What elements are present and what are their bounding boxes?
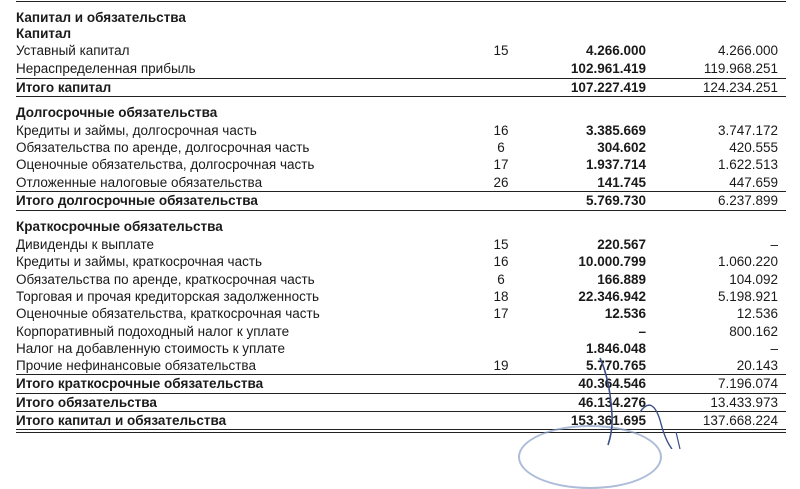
row-previous: 1.060.220 <box>717 254 778 269</box>
row-note: 16 <box>493 123 509 138</box>
row-label: Кредиты и займы, краткосрочная часть <box>16 254 263 269</box>
total-label: Итого краткосрочные обязательства <box>16 376 264 391</box>
section-title: Капитал и обязательства <box>16 10 186 25</box>
row-label: Корпоративный подоходный налог к уплате <box>16 324 290 339</box>
row-note: 19 <box>493 358 509 373</box>
total-previous: 13.433.973 <box>710 395 778 410</box>
row-note: 16 <box>493 254 509 269</box>
row-previous: 119.968.251 <box>703 61 778 76</box>
row-previous: 104.092 <box>729 272 778 287</box>
total-previous: 124.234.251 <box>702 80 778 95</box>
total-current: 46.134.276 <box>578 395 646 410</box>
row-label: Оценочные обязательства, краткосрочная часть <box>16 306 320 321</box>
row-current: 102.961.419 <box>570 61 646 76</box>
row-current: 12.536 <box>604 306 646 321</box>
total-previous: 6.237.899 <box>717 193 778 208</box>
row-label: Дивиденды к выплате <box>16 237 155 252</box>
row-note: 6 <box>497 272 505 287</box>
short-term-title: Краткосрочные обязательства <box>16 219 223 234</box>
row-label: Торговая и прочая кредиторская задолженность <box>16 289 320 304</box>
row-previous: – <box>770 341 778 356</box>
row-previous: 12.536 <box>736 306 778 321</box>
long-term-title: Долгосрочные обязательства <box>16 105 218 120</box>
row-current: 1.937.714 <box>585 157 646 172</box>
row-note: 17 <box>493 306 509 321</box>
row-current: 141.745 <box>597 175 646 190</box>
row-previous: 800.162 <box>729 324 778 339</box>
row-current: – <box>638 324 646 339</box>
total-current: 5.769.730 <box>585 193 646 208</box>
row-current: 5.770.765 <box>585 358 646 373</box>
total-previous: 7.196.074 <box>717 376 778 391</box>
row-previous: 3.747.172 <box>717 123 778 138</box>
row-note: 15 <box>493 43 509 58</box>
row-label: Обязательства по аренде, долгосрочная часть <box>16 140 310 155</box>
row-previous: 447.659 <box>729 175 778 190</box>
row-note: 26 <box>493 175 509 190</box>
row-label: Уставный капитал <box>16 43 130 58</box>
row-current: 4.266.000 <box>585 43 646 58</box>
row-label: Отложенные налоговые обязательства <box>16 175 263 190</box>
total-current: 107.227.419 <box>570 80 646 95</box>
row-current: 220.567 <box>597 237 646 252</box>
row-note: 18 <box>493 289 509 304</box>
row-label: Кредиты и займы, долгосрочная часть <box>16 123 257 138</box>
row-current: 3.385.669 <box>585 123 646 138</box>
row-current: 10.000.799 <box>578 254 646 269</box>
row-current: 166.889 <box>597 272 646 287</box>
row-current: 304.602 <box>597 140 646 155</box>
row-previous: 4.266.000 <box>717 43 778 58</box>
row-label: Нераспределенная прибыль <box>16 61 196 76</box>
row-previous: – <box>770 237 778 252</box>
row-current: 1.846.048 <box>585 341 646 356</box>
row-label: Обязательства по аренде, краткосрочная часть <box>16 272 315 287</box>
row-previous: 1.622.513 <box>717 157 778 172</box>
total-label: Итого обязательства <box>16 395 157 410</box>
row-label: Налог на добавленную стоимость к уплате <box>16 341 285 356</box>
row-current: 22.346.942 <box>578 289 646 304</box>
row-note: 6 <box>497 140 505 155</box>
row-previous: 20.143 <box>736 358 778 373</box>
row-label: Оценочные обязательства, долгосрочная часть <box>16 157 315 172</box>
row-previous: 420.555 <box>729 140 778 155</box>
row-label: Прочие нефинансовые обязательства <box>16 358 256 373</box>
total-label: Итого капитал <box>16 80 112 95</box>
total-label: Итого долгосрочные обязательства <box>16 193 258 208</box>
total-current: 153.361.695 <box>570 413 646 428</box>
row-note: 15 <box>493 237 509 252</box>
row-previous: 5.198.921 <box>717 289 778 304</box>
total-current: 40.364.546 <box>578 376 646 391</box>
capital-title: Капитал <box>16 26 72 41</box>
total-label: Итого капитал и обязательства <box>16 413 227 428</box>
row-note: 17 <box>493 157 509 172</box>
total-previous: 137.668.224 <box>702 413 778 428</box>
